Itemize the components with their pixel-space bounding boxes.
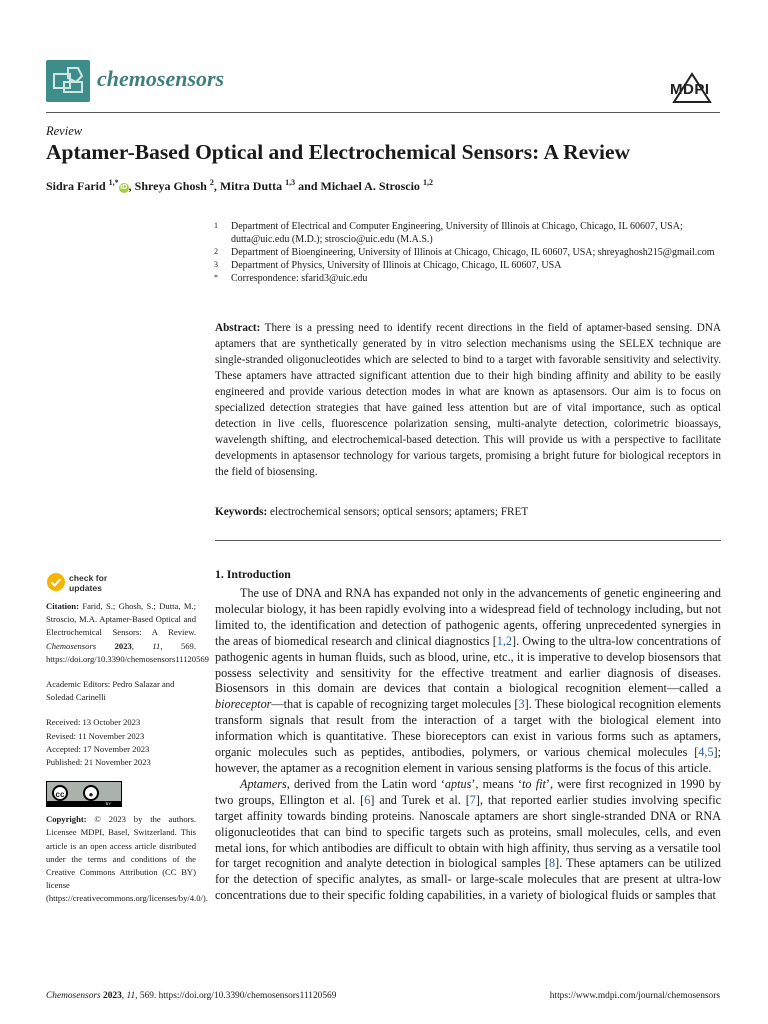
affiliations [214,220,724,285]
abstract-text: There is a pressing need to identify recent directions in the field of aptamer-based sensing. DNA aptamers that are synthetically generated by in vitro selection mechanisms using the SELEX technique are single-stranded oligonucleotides which are selected to bind to a target with favorable sensitivity and selectivity. These aptamers have attracted significant attention due to their high binding affinity and ability to be easily engineered and provide various detection modes in what are known as aptasensors. Our aim is to focus on specialized detection strategies that have gained less attention but are of vital importance, such as optical detection in live cells, fluorescence polarization sensing, multi-analyte detection, colorimetric bioassays, wavelength shifting, and electrochemical-based detection. This will provide us with a perspective to facilitate developments in aptasensor technology for various targets, promising a bright future for biological receptors in the field of biosensing. [215,322,721,478]
paragraph: The use of DNA and RNA has expanded not only in the advancements of genetic engineering and molecular biology, it has been rapidly evolving into a widespread field of technology including, but not limited to, the identification and detection of pathogenic agents, offering unprecedented synergies in the areas of biomedical research and clinical diagnostics [1,2]. Owing to the ultra-low concentrations of pathogenic agents in human fluids, such as blood, urine, etc., it is imperative to develop biosensors that possess selectivity and sensitivity for the effective treatment and earlier diagnosis of diseases. Biosensors in this domain are devices that contain a biological recognition element—called a bioreceptor—that is capable of recognizing target molecules [3]. These biological recognition elements transform signals that result from the interaction of a target with the biological element into information which is quantitative. These bioreceptors can exist in various forms such as aptamers, organic molecules such as peptides, antibodies, polymers, or various chemical molecules [4,5]; however, the aptamer as a recognition element in various sensing platforms is the focus of this article. [215,586,722,775]
citation: Citation: Farid, S.; Ghosh, S.; Dutta, M.; Stroscio, M.A. Aptamer-Based Optical and Electrochemical Sensors: A Review. Chemosensors 2023, 11, 569. https://doi.org/10.3390/chemosensors11120569 [46,601,209,664]
article-sidebar [46,600,209,906]
citation-link[interactable]: 7 [469,792,476,807]
check-updates-icon [46,572,66,592]
affiliation-text: Department of Physics, University of Illinois at Chicago, Chicago, IL 60607, USA [231,260,562,271]
author-affiliation-mark: 1,* [108,178,119,187]
author-name[interactable]: Michael A. Stroscio [320,179,420,193]
author-affiliation-mark: 1,2 [422,178,433,187]
body-text [215,586,721,904]
header-divider [46,112,720,113]
footer-journal-url[interactable]: https://www.mdpi.com/journal/chemosensors [549,991,720,1001]
cc-by-license-icon[interactable] [46,781,122,807]
affiliation-mark: 2 [214,247,218,256]
affiliation-item [214,272,724,285]
published-date: Published: 21 November 2023 [46,757,151,768]
affiliation-mark: 3 [214,260,218,269]
cc-by-label: BY [47,801,121,806]
copyright: Copyright: © 2023 by the authors. Licensee MDPI, Basel, Switzerland. This article is an open access article distributed under the terms and conditions of the Creative Commons Attribution (CC BY) license (https://creativecommons.org/licenses/by/4.0/). [46,814,208,904]
citation-link[interactable]: 4,5 [698,745,714,760]
citation-link[interactable]: 6 [364,792,371,807]
section-divider [215,540,721,541]
paragraph: Aptamers, derived from the Latin word ‘aptus’, means ‘to fit’, were first recognized in 1990 by two groups, Ellington et al. [6] and Turek et al. [7], that reported earlier studies involving specific target affinity towards binding proteins. Nanoscale aptamers are short single-stranded DNA or RNA oligonucleotides that can bind to specific targets such as proteins, small molecules, cells, and even metal ions, for which antibodies are difficult to obtain with high affinity, thus serving as a versatile tool for target recognition and analyte detection in biological samples [8]. These aptamers can be utilized for the detection of specific analytes, as small- or large-scale molecules that are present at ultra-low concentrations due to their specific folding capabilities, in a variety of biological fluids or samples that [215,776,722,903]
affiliation-mark: * [214,273,218,282]
citation-link[interactable]: 3 [518,697,525,712]
article-type: Review [46,124,83,138]
keywords-label: Keywords: [215,506,268,518]
affiliation-item [214,246,724,259]
footer-citation: Chemosensors 2023, 11, 569. https://doi.org/10.3390/chemosensors11120569 [46,991,337,1001]
journal-logo-icon [46,60,90,102]
orcid-icon[interactable]: iD [120,184,128,191]
keywords [215,506,721,518]
author-name[interactable]: Shreya Ghosh [134,179,207,193]
journal-name: chemosensors [97,66,225,91]
article-title: Aptamer-Based Optical and Electrochemical Sensors: A Review [46,140,631,164]
keywords-text: electrochemical sensors; optical sensors; aptamers; FRET [270,506,529,518]
affiliation-item [214,259,724,272]
affiliation-mark: 1 [214,221,218,230]
author-affiliation-mark: 2 [209,178,214,187]
citation-doi-link[interactable]: , 569. https://doi.org/10.3390/chemosensors11120569 [46,640,209,664]
revised-date: Revised: 11 November 2023 [46,730,145,741]
citation-link[interactable]: 1,2 [496,633,513,648]
academic-editors: Academic Editors: Pedro Salazar and Soledad Carinelli [46,679,175,703]
affiliation-item [214,220,724,246]
author-affiliation-mark: 1,3 [285,178,296,187]
check-updates-label: check for updates [69,573,108,593]
affiliation-text: Department of Electrical and Computer Engineering, University of Illinois at Chicago, Chicago, IL 60607, USA; dutta@uic.edu (M.D.); stroscio@uic.edu (M.A.S.) [231,221,683,245]
abstract [215,320,721,480]
cc-icon: cc [52,785,68,801]
author-name[interactable]: Mitra Dutta [219,179,283,193]
footer-doi-link[interactable]: , 569. https://doi.org/10.3390/chemosensors11120569 [135,991,337,1001]
author-list: Sidra Farid $^{1,*}$iD , Shreya Ghosh $^2$, Mitra Dutta $^{1,3}$ and Michael A. Stroscio $^{1,2}$ [46,178,433,193]
accepted-date: Accepted: 17 November 2023 [46,743,150,754]
received-date: Received: 13 October 2023 [46,717,141,728]
history-dates [46,716,196,769]
affiliation-text: Correspondence: sfarid3@uic.edu [231,273,368,284]
affiliation-text: Department of Bioengineering, University of Illinois at Chicago, Chicago, IL 60607, USA; shreyaghosh215@gmail.com [231,247,715,258]
person-icon: ● [83,785,99,801]
citation-link[interactable]: 8 [548,856,556,871]
copyright-label: Copyright: [46,814,87,825]
citation-label: Citation: [46,601,79,611]
section-heading: 1. Introduction [215,567,291,581]
abstract-label: Abstract: [215,322,261,334]
author-name[interactable]: Sidra Farid [46,179,106,193]
publisher-name: MDPI [670,81,710,98]
